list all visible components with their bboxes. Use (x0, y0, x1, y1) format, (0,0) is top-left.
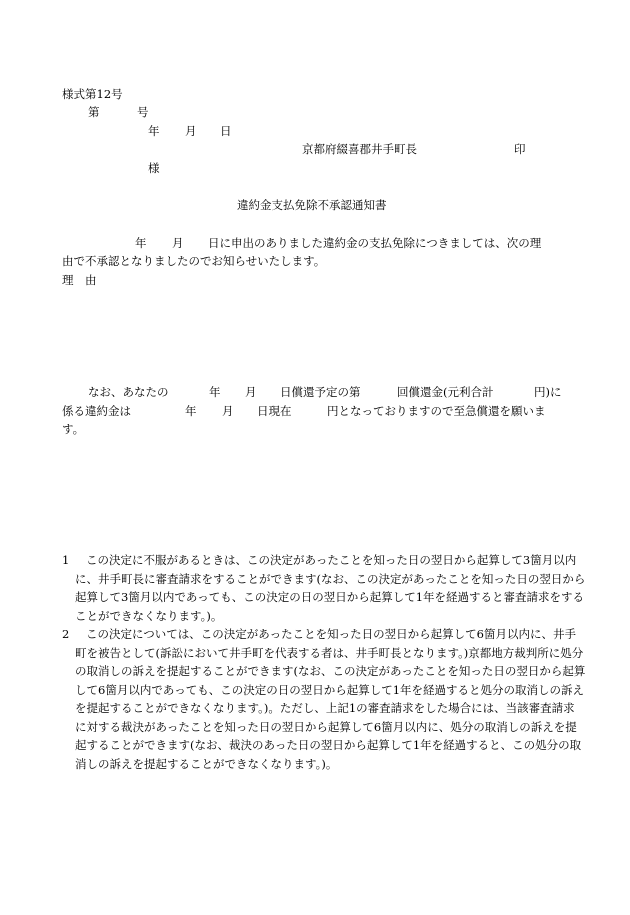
notice-line2-seg1: 係る違約金は (62, 404, 131, 418)
note-text: この決定については、この決定があったことを知った日の翌日から起算して6箇月以内に、井手町を被告として(訴訟において井手町を代表する者は、井手町長となります。)京都地方裁判所に処分の取消しの訴えを提起することができます(なお、この決定があったことを知った日の翌日から起算して6箇月以内であっても、この決定の日の翌日から起算して1年を経過すると処分の取消しの訴えを提起することができなくなります。)。ただし、上記1の審査請求をした場合には、当該審査請求に対する裁決があったことを知った日の翌日から起算して6箇月以内に、処分の取消しの訴えを提起することができます(なお、裁決のあった日の翌日から起算して1年を経過すると、この処分の取消しの訴えを提起することができなくなります。)。 (75, 627, 586, 771)
notice-seg4: 日償還予定の第 (280, 385, 361, 399)
date-day: 日 (220, 124, 232, 138)
intro-year: 年 (135, 236, 147, 250)
issuer-seal: 印 (514, 142, 526, 156)
notes-list (62, 551, 586, 773)
doc-number-dai: 第 (88, 105, 100, 119)
date-year: 年 (148, 124, 160, 138)
reason-label: 理 由 (62, 273, 97, 287)
note-text: この決定に不服があるときは、この決定があったことを知った日の翌日から起算して3箇月以内に、井手町長に審査請求をすることができます(なお、この決定があったことを知った日の翌日から起算して3箇月以内であっても、この決定の日の翌日から起算して1年を経過すると審査請求をすることができなくなります。)。 (75, 553, 586, 623)
note-item (62, 625, 586, 773)
note-number: 2 (62, 627, 70, 641)
intro-month: 月 (172, 236, 184, 250)
notice-seg3: 月 (245, 385, 257, 399)
form-number: 様式第12号 (62, 87, 123, 101)
notice-seg1: なお、あなたの (88, 385, 169, 399)
notice-line3: す。 (62, 422, 85, 436)
recipient-suffix: 様 (148, 161, 160, 175)
notice-seg6: 円)に (534, 385, 562, 399)
issuer-name: 京都府綴喜郡井手町長 (302, 142, 417, 156)
date-month: 月 (185, 124, 197, 138)
notice-seg5: 回償還金(元利合計 (397, 385, 494, 399)
notice-seg2: 年 (209, 385, 221, 399)
doc-number-go: 号 (137, 105, 149, 119)
notice-line2-seg4: 日現在 (257, 404, 292, 418)
notice-line2-seg3: 月 (222, 404, 234, 418)
intro-line2: 由で不承認となりましたのでお知らせいたします。 (62, 254, 326, 268)
document-title: 違約金支払免除不承認通知書 (237, 198, 387, 212)
notice-line2-seg2: 年 (185, 404, 197, 418)
notice-line2-seg5: 円となっておりますので至急償還を願いま (327, 404, 546, 418)
note-item (62, 551, 586, 625)
note-number: 1 (62, 553, 70, 567)
intro-line1: 日に申出のありました違約金の支払免除につきましては、次の理 (208, 236, 542, 250)
